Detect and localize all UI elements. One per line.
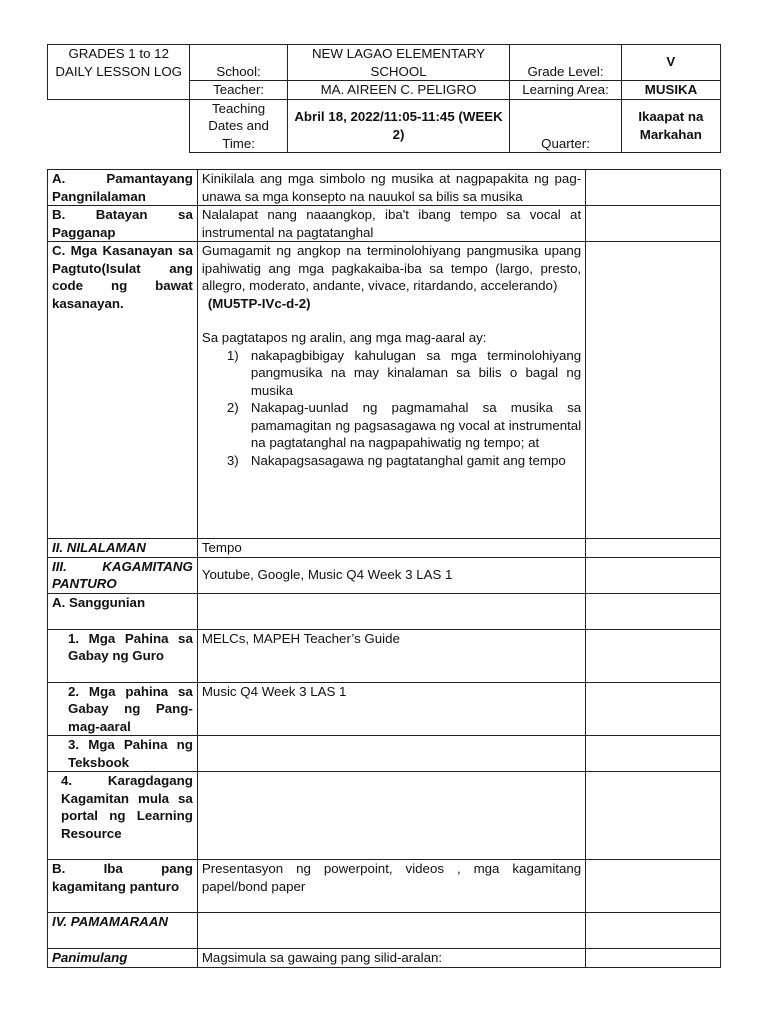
- table-row: [48, 949, 721, 968]
- school-label: School:: [190, 45, 287, 81]
- row-text-panimulang: Magsimula sa gawaing pang silid-aralan:: [197, 949, 585, 968]
- objective-text: nakapagbibigay kahulugan sa mga terminolohiyang pangmusika na may kinalaman sa bilis o bagal ng musika: [250, 347, 582, 398]
- row-label-panimulang: Panimulang: [48, 949, 198, 968]
- competency-text: Gumagamit ng angkop na terminolohiyang pangmusika upang ipahiwatig ang mga pagkakaiba-iba sa tempo (largo, presto, allegro, moderato, andante, vivace, ritardando, accelerando): [201, 243, 582, 293]
- objective-number: 1): [226, 347, 239, 363]
- row-notes: [586, 860, 721, 913]
- teacher-value: MA. AIREEN C. PELIGRO: [287, 81, 510, 100]
- row-label-gabay-guro: 1. Mga Pahina sa Gabay ng Guro: [48, 629, 198, 682]
- row-text-batayan: Nalalapat nang naaangkop, iba't ibang tempo sa vocal at instrumental na pagtatanghal: [197, 206, 585, 242]
- row-notes: [586, 629, 721, 682]
- row-notes: [586, 949, 721, 968]
- objectives-list: [202, 347, 581, 470]
- table-row: [48, 557, 721, 593]
- row-text-gabay-guro: MELCs, MAPEH Teacher’s Guide: [197, 629, 585, 682]
- objective-item: [227, 399, 581, 452]
- grade-level-value: V: [621, 45, 720, 100]
- table-row: [48, 170, 721, 206]
- row-text-gabay-mag-aaral: Music Q4 Week 3 LAS 1: [197, 682, 585, 736]
- row-notes: [586, 682, 721, 736]
- row-text-pamantayang: Kinikilala ang mga simbolo ng musika at nagpapakita ng pag-unawa sa mga konsepto na nauukol sa bilis sa musika: [197, 170, 585, 206]
- table-row: [48, 593, 721, 629]
- teacher-label: Teacher:: [190, 81, 287, 100]
- row-notes: [586, 206, 721, 242]
- learning-area-value: MUSIKA: [622, 80, 720, 98]
- grade-level-label: Grade Level:: [510, 45, 621, 81]
- objective-text: Nakapagsasagawa ng pagtatanghal gamit ang tempo: [250, 452, 566, 468]
- row-text-iba-pang-kagamitan: Presentasyon ng powerpoint, videos , mga kagamitang papel/bond paper: [197, 860, 585, 913]
- objective-number: 2): [226, 400, 239, 415]
- header-table: [47, 44, 721, 153]
- objective-text: Nakapag-uunlad ng pagmamahal sa musika sa pamamagitan ng pagsasagawa ng vocal at instrumental na pagtatanghal na nagpapahiwatig ng tempo; at: [250, 400, 582, 450]
- row-label-kasanayan: C. Mga Kasanayan sa Pagtuto(Isulat ang code ng bawat kasanayan.: [48, 242, 198, 539]
- school-value: NEW LAGAO ELEMENTARY SCHOOL: [287, 45, 510, 81]
- quarter-value: Ikaapat na Markahan: [621, 99, 720, 153]
- row-notes: [586, 170, 721, 206]
- row-text-kagamitan: Youtube, Google, Music Q4 Week 3 LAS 1: [197, 557, 585, 593]
- row-text-sanggunian: [197, 593, 585, 629]
- row-notes: [586, 593, 721, 629]
- row-label-teksbook: 3. Mga Pahina ng Teksbook: [48, 736, 198, 772]
- table-row: [48, 772, 721, 860]
- row-label-nilalaman: II. NILALAMAN: [48, 539, 198, 558]
- row-text-nilalaman: Tempo: [197, 539, 585, 558]
- row-notes: [586, 772, 721, 860]
- row-label-batayan: B. Batayan sa Pagganap: [48, 206, 198, 242]
- row-label-iba-pang-kagamitan: B. Iba pang kagamitang panturo: [48, 860, 198, 913]
- row-text-pamamaraan: [197, 913, 585, 949]
- lesson-log-table: [47, 169, 721, 968]
- row-label-karagdagang: 4. Karagdagang Kagamitan mula sa portal ng Learning Resource: [48, 772, 198, 860]
- objective-number: 3): [226, 452, 239, 468]
- table-row: [48, 913, 721, 949]
- table-row: [48, 860, 721, 913]
- row-label-gabay-mag-aaral: 2. Mga pahina sa Gabay ng Pang-mag-aaral: [48, 682, 198, 736]
- row-text-teksbook: [197, 736, 585, 772]
- dates-label: Teaching Dates and Time:: [190, 99, 287, 153]
- row-notes: [586, 913, 721, 949]
- row-text-karagdagang: [197, 772, 585, 860]
- header-blank: [48, 99, 190, 153]
- row-text-kasanayan: [197, 242, 585, 539]
- row-label-pamantayang: A. Pamantayang Pangnilalaman: [48, 170, 198, 206]
- table-row: [48, 682, 721, 736]
- log-title: GRADES 1 to 12 DAILY LESSON LOG: [48, 45, 190, 100]
- objective-item: [227, 347, 581, 400]
- learning-area-label: Learning Area:: [510, 81, 621, 100]
- table-row: [48, 242, 721, 539]
- dates-value: Abril 18, 2022/11:05-11:45 (WEEK 2): [287, 99, 510, 153]
- row-notes: [586, 736, 721, 772]
- competency-code: (MU5TP-IVc-d-2): [207, 295, 311, 311]
- row-label-sanggunian: A. Sanggunian: [48, 593, 198, 629]
- row-notes: [586, 539, 721, 558]
- row-label-kagamitan: III. KAGAMITANG PANTURO: [48, 557, 198, 593]
- row-notes: [586, 242, 721, 539]
- table-row: [48, 206, 721, 242]
- row-label-pamamaraan: IV. PAMAMARAAN: [48, 913, 198, 949]
- table-row: [48, 539, 721, 558]
- objectives-intro: Sa pagtatapos ng aralin, ang mga mag-aaral ay:: [201, 330, 487, 345]
- quarter-label: Quarter:: [510, 99, 621, 153]
- row-notes: [586, 557, 721, 593]
- objective-item: [227, 452, 581, 470]
- table-row: [48, 736, 721, 772]
- table-row: [48, 629, 721, 682]
